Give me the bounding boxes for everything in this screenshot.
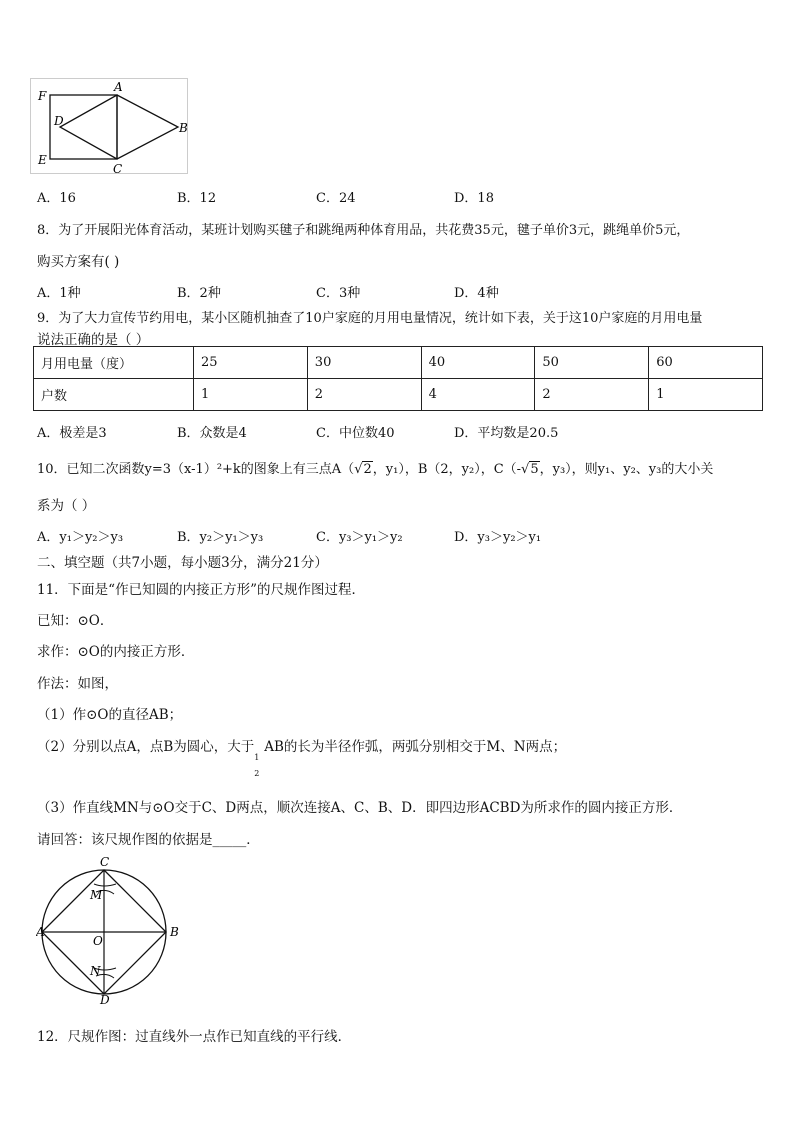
q10-sqrt2: 2 bbox=[363, 462, 372, 477]
q7-label-C: C bbox=[113, 162, 123, 176]
q9-table bbox=[33, 346, 763, 411]
q12-title: 12．尺规作图：过直线外一点作已知直线的平行线． bbox=[37, 1029, 352, 1045]
table-cell: 30 bbox=[307, 347, 421, 379]
table-cell: 4 bbox=[421, 379, 535, 411]
q11-step2 bbox=[37, 735, 567, 778]
q8-stem-line2: 购买方案有( ) bbox=[37, 254, 120, 270]
q7-label-B: B bbox=[179, 121, 188, 135]
q11-title: 11．下面是“作已知圆的内接正方形”的尺规作图过程． bbox=[37, 582, 365, 598]
table-cell: 1 bbox=[194, 379, 308, 411]
q8-option-c: C．3种 bbox=[316, 286, 361, 301]
table-cell: 50 bbox=[535, 347, 649, 379]
q7-label-A: A bbox=[114, 80, 123, 94]
q7-option-c: C．24 bbox=[316, 191, 356, 206]
q9-stem-line1: 9．为了大力宣传节约用电，某小区随机抽查了10户家庭的月用电量情况，统计如下表，关于这10户家庭的月用电量 bbox=[37, 311, 703, 326]
q7-rhombus bbox=[60, 95, 178, 159]
q10-sqrt5: 5 bbox=[530, 462, 539, 477]
table-cell: 户数 bbox=[34, 379, 194, 411]
q11-label-B: B bbox=[170, 925, 179, 939]
table-cell: 60 bbox=[649, 347, 763, 379]
q10-stem-pre: 10．已知二次函数y=3（x-1）²+k的图象上有三点A（ bbox=[37, 462, 355, 477]
q10-stem-post: ，y₃），则y₁、y₂、y₃的大小关 bbox=[539, 462, 714, 477]
table-cell: 2 bbox=[307, 379, 421, 411]
q10-option-c: C．y₃＞y₁＞y₂ bbox=[316, 530, 403, 545]
q7-option-d: D．18 bbox=[454, 191, 494, 206]
q8-option-d: D．4种 bbox=[454, 286, 499, 301]
q11-label-N: N bbox=[90, 964, 101, 978]
fraction-numerator: 1 bbox=[254, 753, 260, 762]
fraction-denominator: 2 bbox=[254, 769, 260, 778]
section-heading: 二、填空题（共7小题，每小题3分，满分21分） bbox=[37, 555, 328, 571]
q10-option-d: D．y₃＞y₂＞y₁ bbox=[454, 530, 542, 545]
q8-stem-line1: 8．为了开展阳光体育活动，某班计划购买毽子和跳绳两种体育用品，共花费35元，毽子单价3元，跳绳单价5元， bbox=[37, 223, 690, 238]
q10-stem-mid: ，y₁），B（2，y₂），C（- bbox=[372, 462, 522, 477]
q10-option-a: A．y₁＞y₂＞y₃ bbox=[37, 530, 124, 545]
q11-step2-pre: （2）分别以点A，点B为圆心，大于 bbox=[37, 739, 255, 755]
q7-label-D: D bbox=[54, 114, 64, 128]
q9-option-c: C．中位数40 bbox=[316, 426, 395, 441]
q11-known: 已知：⊙O． bbox=[37, 613, 114, 629]
q7-label-E: E bbox=[38, 153, 47, 167]
table-row bbox=[34, 379, 763, 411]
q11-label-A: A bbox=[36, 925, 45, 939]
q7-option-a: A．16 bbox=[37, 191, 76, 206]
q11-step1: （1）作⊙O的直径AB； bbox=[37, 707, 183, 723]
q10-stem-line2: 系为（ ） bbox=[37, 498, 96, 514]
q11-answer-prompt: 请回答：该尺规作图的依据是_____． bbox=[37, 832, 260, 848]
q8-option-b: B．2种 bbox=[177, 286, 221, 301]
table-cell: 40 bbox=[421, 347, 535, 379]
q11-label-O: O bbox=[93, 934, 103, 948]
table-cell: 2 bbox=[535, 379, 649, 411]
q7-option-b: B．12 bbox=[177, 191, 217, 206]
q11-ask: 求作：⊙O的内接正方形． bbox=[37, 644, 195, 660]
q10-option-b: B．y₂＞y₁＞y₃ bbox=[177, 530, 264, 545]
q11-figure bbox=[36, 854, 186, 1004]
q11-method: 作法：如图， bbox=[37, 676, 118, 692]
q11-step2-post: AB的长为半径作弧，两弧分别相交于M、N两点； bbox=[264, 739, 567, 755]
table-cell: 月用电量（度） bbox=[34, 347, 194, 379]
table-cell: 1 bbox=[649, 379, 763, 411]
q11-step3: （3）作直线MN与⊙O交于C、D两点，顺次连接A、C、B、D．即四边形ACBD为所求作的圆内接正方形． bbox=[37, 800, 683, 816]
q11-label-C: C bbox=[100, 855, 110, 869]
q9-option-a: A．极差是3 bbox=[37, 426, 107, 441]
q7-figure bbox=[30, 78, 195, 178]
q11-label-D: D bbox=[100, 993, 110, 1004]
q9-option-d: D．平均数是20.5 bbox=[454, 426, 559, 441]
q11-label-M: M bbox=[90, 888, 103, 902]
table-row bbox=[34, 347, 763, 379]
q10-stem-line1: 10．已知二次函数y=3（x-1）²+k的图象上有三点A（√2，y₁），B（2，y₂），C（-√5，y₃），则y₁、y₂、y₃的大小关 bbox=[37, 462, 714, 477]
q8-option-a: A．1种 bbox=[37, 286, 81, 301]
table-cell: 25 bbox=[194, 347, 308, 379]
q9-stem-line2: 说法正确的是（ ） bbox=[37, 332, 150, 348]
q7-label-F: F bbox=[38, 89, 47, 103]
q9-option-b: B．众数是4 bbox=[177, 426, 247, 441]
